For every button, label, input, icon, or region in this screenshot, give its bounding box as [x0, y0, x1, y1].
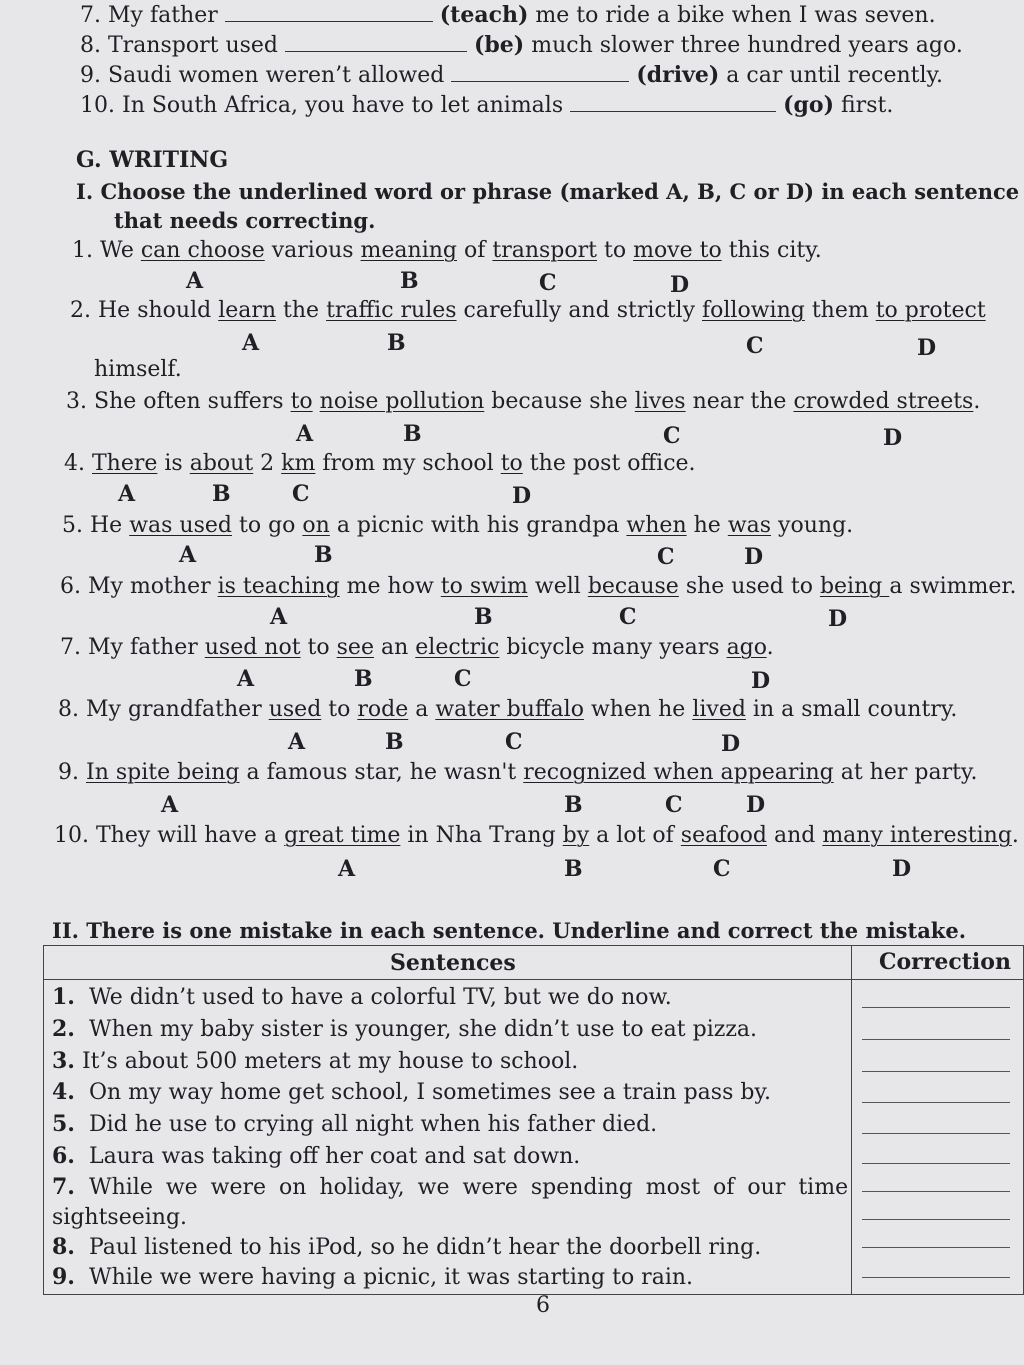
- question-text: [313, 389, 320, 414]
- item-text: In South Africa, you have to let animals: [122, 93, 564, 118]
- letter-b[interactable]: B: [314, 542, 333, 568]
- option-b-phrase[interactable]: by: [562, 823, 590, 848]
- question-text: at her party.: [833, 760, 978, 785]
- letter-b[interactable]: B: [474, 604, 493, 630]
- letter-b[interactable]: B: [212, 481, 231, 507]
- table-row: [52, 1174, 848, 1201]
- question-text: We: [100, 238, 141, 263]
- option-d-phrase[interactable]: crowded streets: [793, 389, 974, 414]
- letter-c[interactable]: C: [663, 423, 681, 449]
- question-number: 1.: [72, 238, 93, 263]
- letter-d[interactable]: D: [512, 483, 532, 509]
- question-text: me how: [339, 574, 441, 599]
- letter-a[interactable]: A: [237, 666, 255, 692]
- question-text: My grandfather: [86, 697, 269, 722]
- option-b-phrase[interactable]: see: [336, 635, 374, 660]
- answer-blank[interactable]: [451, 63, 629, 82]
- question-10: [54, 823, 1019, 849]
- item-text: much slower three hundred years ago.: [531, 33, 963, 58]
- question-text: a lot of: [589, 823, 681, 848]
- option-c-phrase[interactable]: water buffalo: [435, 697, 584, 722]
- question-text: He should: [98, 298, 219, 323]
- question-number: 4.: [64, 451, 85, 476]
- option-bcd-phrase[interactable]: recognized when appearing: [523, 760, 834, 785]
- item-text: Transport used: [108, 33, 279, 58]
- option-b-phrase[interactable]: to swim: [440, 574, 528, 599]
- verb-hint: (teach): [439, 2, 529, 28]
- question-text: to: [300, 635, 337, 660]
- verb-hint: (go): [783, 92, 834, 118]
- row-number: 2.: [52, 1016, 75, 1042]
- letter-c[interactable]: C: [657, 544, 675, 570]
- letter-c[interactable]: C: [665, 792, 683, 818]
- row-number: 6.: [52, 1143, 75, 1169]
- correction-blank[interactable]: [862, 1101, 1010, 1103]
- letter-c[interactable]: C: [292, 481, 310, 507]
- option-a-phrase[interactable]: to: [290, 389, 313, 414]
- table-row: [52, 1264, 693, 1291]
- option-d-phrase[interactable]: to: [500, 451, 523, 476]
- answer-blank[interactable]: [225, 3, 433, 22]
- question-text: .: [973, 389, 981, 414]
- question-text: a picnic with his grandpa: [329, 513, 627, 538]
- option-c-phrase[interactable]: lives: [634, 389, 686, 414]
- question-text: is: [157, 451, 190, 476]
- question-text: to: [321, 697, 358, 722]
- correction-blank[interactable]: [862, 1276, 1010, 1278]
- question-text: to go: [232, 513, 303, 538]
- letter-a[interactable]: A: [338, 856, 356, 882]
- question-text: carefully and strictly: [456, 298, 702, 323]
- correction-table: [43, 945, 1024, 1295]
- letter-a[interactable]: A: [186, 268, 204, 294]
- letter-c[interactable]: C: [505, 729, 523, 755]
- letter-d[interactable]: D: [670, 272, 690, 298]
- question-text: and: [766, 823, 823, 848]
- letter-d[interactable]: D: [746, 792, 766, 818]
- row-number: 3.: [52, 1048, 75, 1074]
- question-text: young.: [771, 513, 854, 538]
- row-sentence[interactable]: When my baby sister is younger, she didn’t use to eat pizza.: [88, 1017, 758, 1042]
- correction-blank[interactable]: [862, 1070, 1010, 1072]
- question-text: he: [686, 513, 728, 538]
- item-number: 9.: [80, 63, 101, 88]
- table-row: [52, 1016, 757, 1043]
- letter-b[interactable]: B: [354, 666, 373, 692]
- item-text: Saudi women weren’t allowed: [108, 63, 445, 88]
- letter-d[interactable]: D: [883, 425, 903, 451]
- part1-instructions-cont: that needs correcting.: [114, 208, 376, 233]
- question-8: [58, 697, 957, 723]
- letter-d[interactable]: D: [892, 856, 912, 882]
- option-b-phrase[interactable]: noise pollution: [319, 389, 485, 414]
- letter-a[interactable]: A: [270, 604, 288, 630]
- question-text: well: [527, 574, 588, 599]
- question-text: the post office.: [522, 451, 696, 476]
- answer-blank[interactable]: [570, 93, 776, 112]
- question-3: [66, 389, 980, 415]
- item-text: My father: [108, 3, 218, 28]
- letter-a[interactable]: A: [179, 542, 197, 568]
- letter-d[interactable]: D: [751, 668, 771, 694]
- row-number: 1.: [52, 984, 75, 1010]
- question-number: 8.: [58, 697, 79, 722]
- question-text: near the: [685, 389, 794, 414]
- option-d-phrase[interactable]: being: [819, 574, 890, 599]
- question-number: 9.: [58, 760, 79, 785]
- item-number: 10.: [80, 93, 115, 118]
- letter-b[interactable]: B: [387, 330, 406, 356]
- letter-d[interactable]: D: [917, 335, 937, 361]
- letter-c[interactable]: C: [619, 604, 637, 630]
- row-sentence[interactable]: Paul listened to his iPod, so he didn’t hear the doorbell ring.: [88, 1235, 762, 1260]
- row-sentence[interactable]: It’s about 500 meters at my house to school.: [81, 1049, 579, 1074]
- option-c-phrase[interactable]: electric: [415, 635, 500, 660]
- question-7: [60, 635, 774, 661]
- question-text: to: [597, 238, 634, 263]
- row-number: 9.: [52, 1264, 75, 1290]
- letter-c[interactable]: C: [746, 333, 764, 359]
- option-c-phrase[interactable]: transport: [492, 238, 597, 263]
- correction-blank[interactable]: [862, 1162, 1010, 1164]
- question-text: a: [408, 697, 436, 722]
- part2-instructions: II. There is one mistake in each sentence. Underline and correct the mistake.: [52, 918, 967, 943]
- question-6: [60, 574, 1016, 600]
- question-text: of: [457, 238, 493, 263]
- fill-item-8: [80, 32, 963, 59]
- correction-blank[interactable]: [862, 1038, 1010, 1040]
- option-b-phrase[interactable]: meaning: [360, 238, 457, 263]
- letter-a[interactable]: A: [118, 481, 136, 507]
- option-a-phrase[interactable]: great time: [284, 823, 401, 848]
- option-a-phrase[interactable]: is teaching: [217, 574, 340, 599]
- question-text: a famous star, he wasn't: [239, 760, 524, 785]
- fill-item-7: [80, 2, 936, 29]
- fill-item-9: [80, 62, 943, 89]
- question-1: [72, 238, 822, 264]
- question-text: the: [276, 298, 327, 323]
- row-number: 4.: [52, 1079, 75, 1105]
- question-text: this city.: [721, 238, 822, 263]
- letter-b[interactable]: B: [564, 792, 583, 818]
- question-2: [70, 298, 986, 324]
- question-text: They will have a: [96, 823, 285, 848]
- option-c-phrase[interactable]: following: [702, 298, 805, 323]
- row-sentence[interactable]: While we were having a picnic, it was starting to rain.: [88, 1265, 694, 1290]
- question-text: a swimmer.: [889, 574, 1017, 599]
- question-9: [58, 760, 977, 786]
- option-d-phrase[interactable]: many interesting: [822, 823, 1012, 848]
- row-sentence[interactable]: We didn’t used to have a colorful TV, but we do now.: [88, 985, 672, 1010]
- question-text: .: [1011, 823, 1019, 848]
- option-b-phrase[interactable]: about: [189, 451, 254, 476]
- letter-b[interactable]: B: [400, 268, 419, 294]
- letter-d[interactable]: D: [721, 731, 741, 757]
- question-number: 10.: [54, 823, 89, 848]
- letter-a[interactable]: A: [161, 792, 179, 818]
- row-sentence[interactable]: While we were on holiday, we were spending most of our time: [88, 1175, 849, 1200]
- part1-instructions: I. Choose the underlined word or phrase (marked A, B, C or D) in each sentence: [76, 179, 1020, 204]
- letter-a[interactable]: A: [242, 330, 260, 356]
- question-number: 2.: [70, 298, 91, 323]
- option-a-phrase[interactable]: used: [268, 697, 322, 722]
- question-number: 7.: [60, 635, 81, 660]
- option-c-phrase[interactable]: when: [626, 513, 687, 538]
- option-c-phrase[interactable]: km: [281, 451, 316, 476]
- question-text: in a small country.: [745, 697, 958, 722]
- row-number: 8.: [52, 1234, 75, 1260]
- verb-hint: (drive): [636, 62, 720, 88]
- option-d-phrase[interactable]: ago: [726, 635, 767, 660]
- row-number: 5.: [52, 1111, 75, 1137]
- item-text: a car until recently.: [726, 63, 944, 88]
- correction-blank[interactable]: [862, 1132, 1010, 1134]
- question-text: various: [264, 238, 361, 263]
- option-d-phrase[interactable]: was: [727, 513, 772, 538]
- row-number: 7.: [52, 1174, 75, 1200]
- question-text: an: [373, 635, 416, 660]
- question-text: when he: [583, 697, 693, 722]
- question-text: 2: [253, 451, 282, 476]
- question-text: in Nha Trang: [400, 823, 563, 848]
- option-d-phrase[interactable]: to protect: [875, 298, 986, 323]
- item-text: me to ride a bike when I was seven.: [535, 3, 936, 28]
- question-4: [64, 451, 696, 477]
- item-number: 7.: [80, 3, 101, 28]
- column-header-correction: Correction: [879, 949, 1011, 975]
- row-sentence[interactable]: Laura was taking off her coat and sat down.: [88, 1144, 581, 1169]
- row-sentence[interactable]: Did he use to crying all night when his father died.: [88, 1112, 658, 1137]
- option-b-phrase[interactable]: traffic rules: [326, 298, 457, 323]
- option-d-phrase[interactable]: move to: [633, 238, 722, 263]
- answer-blank[interactable]: [285, 33, 467, 52]
- section-heading: G. WRITING: [76, 147, 229, 173]
- table-row: [52, 1048, 578, 1075]
- option-b-phrase[interactable]: rode: [357, 697, 409, 722]
- letter-b[interactable]: B: [403, 421, 422, 447]
- option-c-phrase[interactable]: because: [587, 574, 679, 599]
- letter-d[interactable]: D: [744, 544, 764, 570]
- option-a-phrase[interactable]: used not: [204, 635, 301, 660]
- option-a-phrase[interactable]: There: [92, 451, 158, 476]
- item-text: first.: [841, 93, 894, 118]
- letter-c[interactable]: C: [539, 270, 557, 296]
- question-text: He: [90, 513, 130, 538]
- item-number: 8.: [80, 33, 101, 58]
- table-row: [52, 1234, 761, 1261]
- option-a-phrase[interactable]: learn: [218, 298, 277, 323]
- option-a-phrase[interactable]: was used: [129, 513, 232, 538]
- correction-blank[interactable]: [862, 1190, 1010, 1192]
- letter-b[interactable]: B: [564, 856, 583, 882]
- column-header-sentences: Sentences: [390, 950, 516, 976]
- option-a-phrase[interactable]: In spite being: [86, 760, 240, 785]
- page-number: 6: [536, 1293, 550, 1318]
- question-2-continued: himself.: [94, 357, 182, 382]
- letter-a[interactable]: A: [296, 421, 314, 447]
- option-c-phrase[interactable]: seafood: [680, 823, 767, 848]
- question-5: [62, 513, 853, 539]
- verb-hint: (be): [474, 32, 525, 58]
- question-text: because she: [484, 389, 635, 414]
- correction-blank[interactable]: [862, 1006, 1010, 1008]
- correction-blank[interactable]: [862, 1246, 1010, 1248]
- question-text: My mother: [88, 574, 218, 599]
- question-text: them: [804, 298, 876, 323]
- table-row-continued: [52, 1205, 187, 1231]
- table-header: [44, 946, 1023, 980]
- letter-a[interactable]: A: [288, 729, 306, 755]
- fill-item-10: [80, 92, 893, 119]
- row-sentence[interactable]: sightseeing.: [52, 1205, 188, 1230]
- table-row: [52, 984, 672, 1011]
- row-sentence[interactable]: On my way home get school, I sometimes see a train pass by.: [88, 1080, 771, 1105]
- correction-blank[interactable]: [862, 1218, 1010, 1220]
- question-text: .: [766, 635, 774, 660]
- question-text: My father: [88, 635, 205, 660]
- question-number: 6.: [60, 574, 81, 599]
- letter-d[interactable]: D: [828, 606, 848, 632]
- table-row: [52, 1079, 771, 1106]
- question-text: she used to: [678, 574, 820, 599]
- option-b-phrase[interactable]: on: [302, 513, 330, 538]
- letter-b[interactable]: B: [385, 729, 404, 755]
- question-text: She often suffers: [94, 389, 291, 414]
- letter-c[interactable]: C: [454, 666, 472, 692]
- question-number: 5.: [62, 513, 83, 538]
- letter-c[interactable]: C: [713, 856, 731, 882]
- question-text: bicycle many years: [499, 635, 727, 660]
- table-row: [52, 1143, 580, 1170]
- question-text: from my school: [315, 451, 501, 476]
- table-row: [52, 1111, 657, 1138]
- question-number: 3.: [66, 389, 87, 414]
- column-divider: [851, 946, 852, 1294]
- option-d-phrase[interactable]: lived: [692, 697, 746, 722]
- option-a-phrase[interactable]: can choose: [140, 238, 265, 263]
